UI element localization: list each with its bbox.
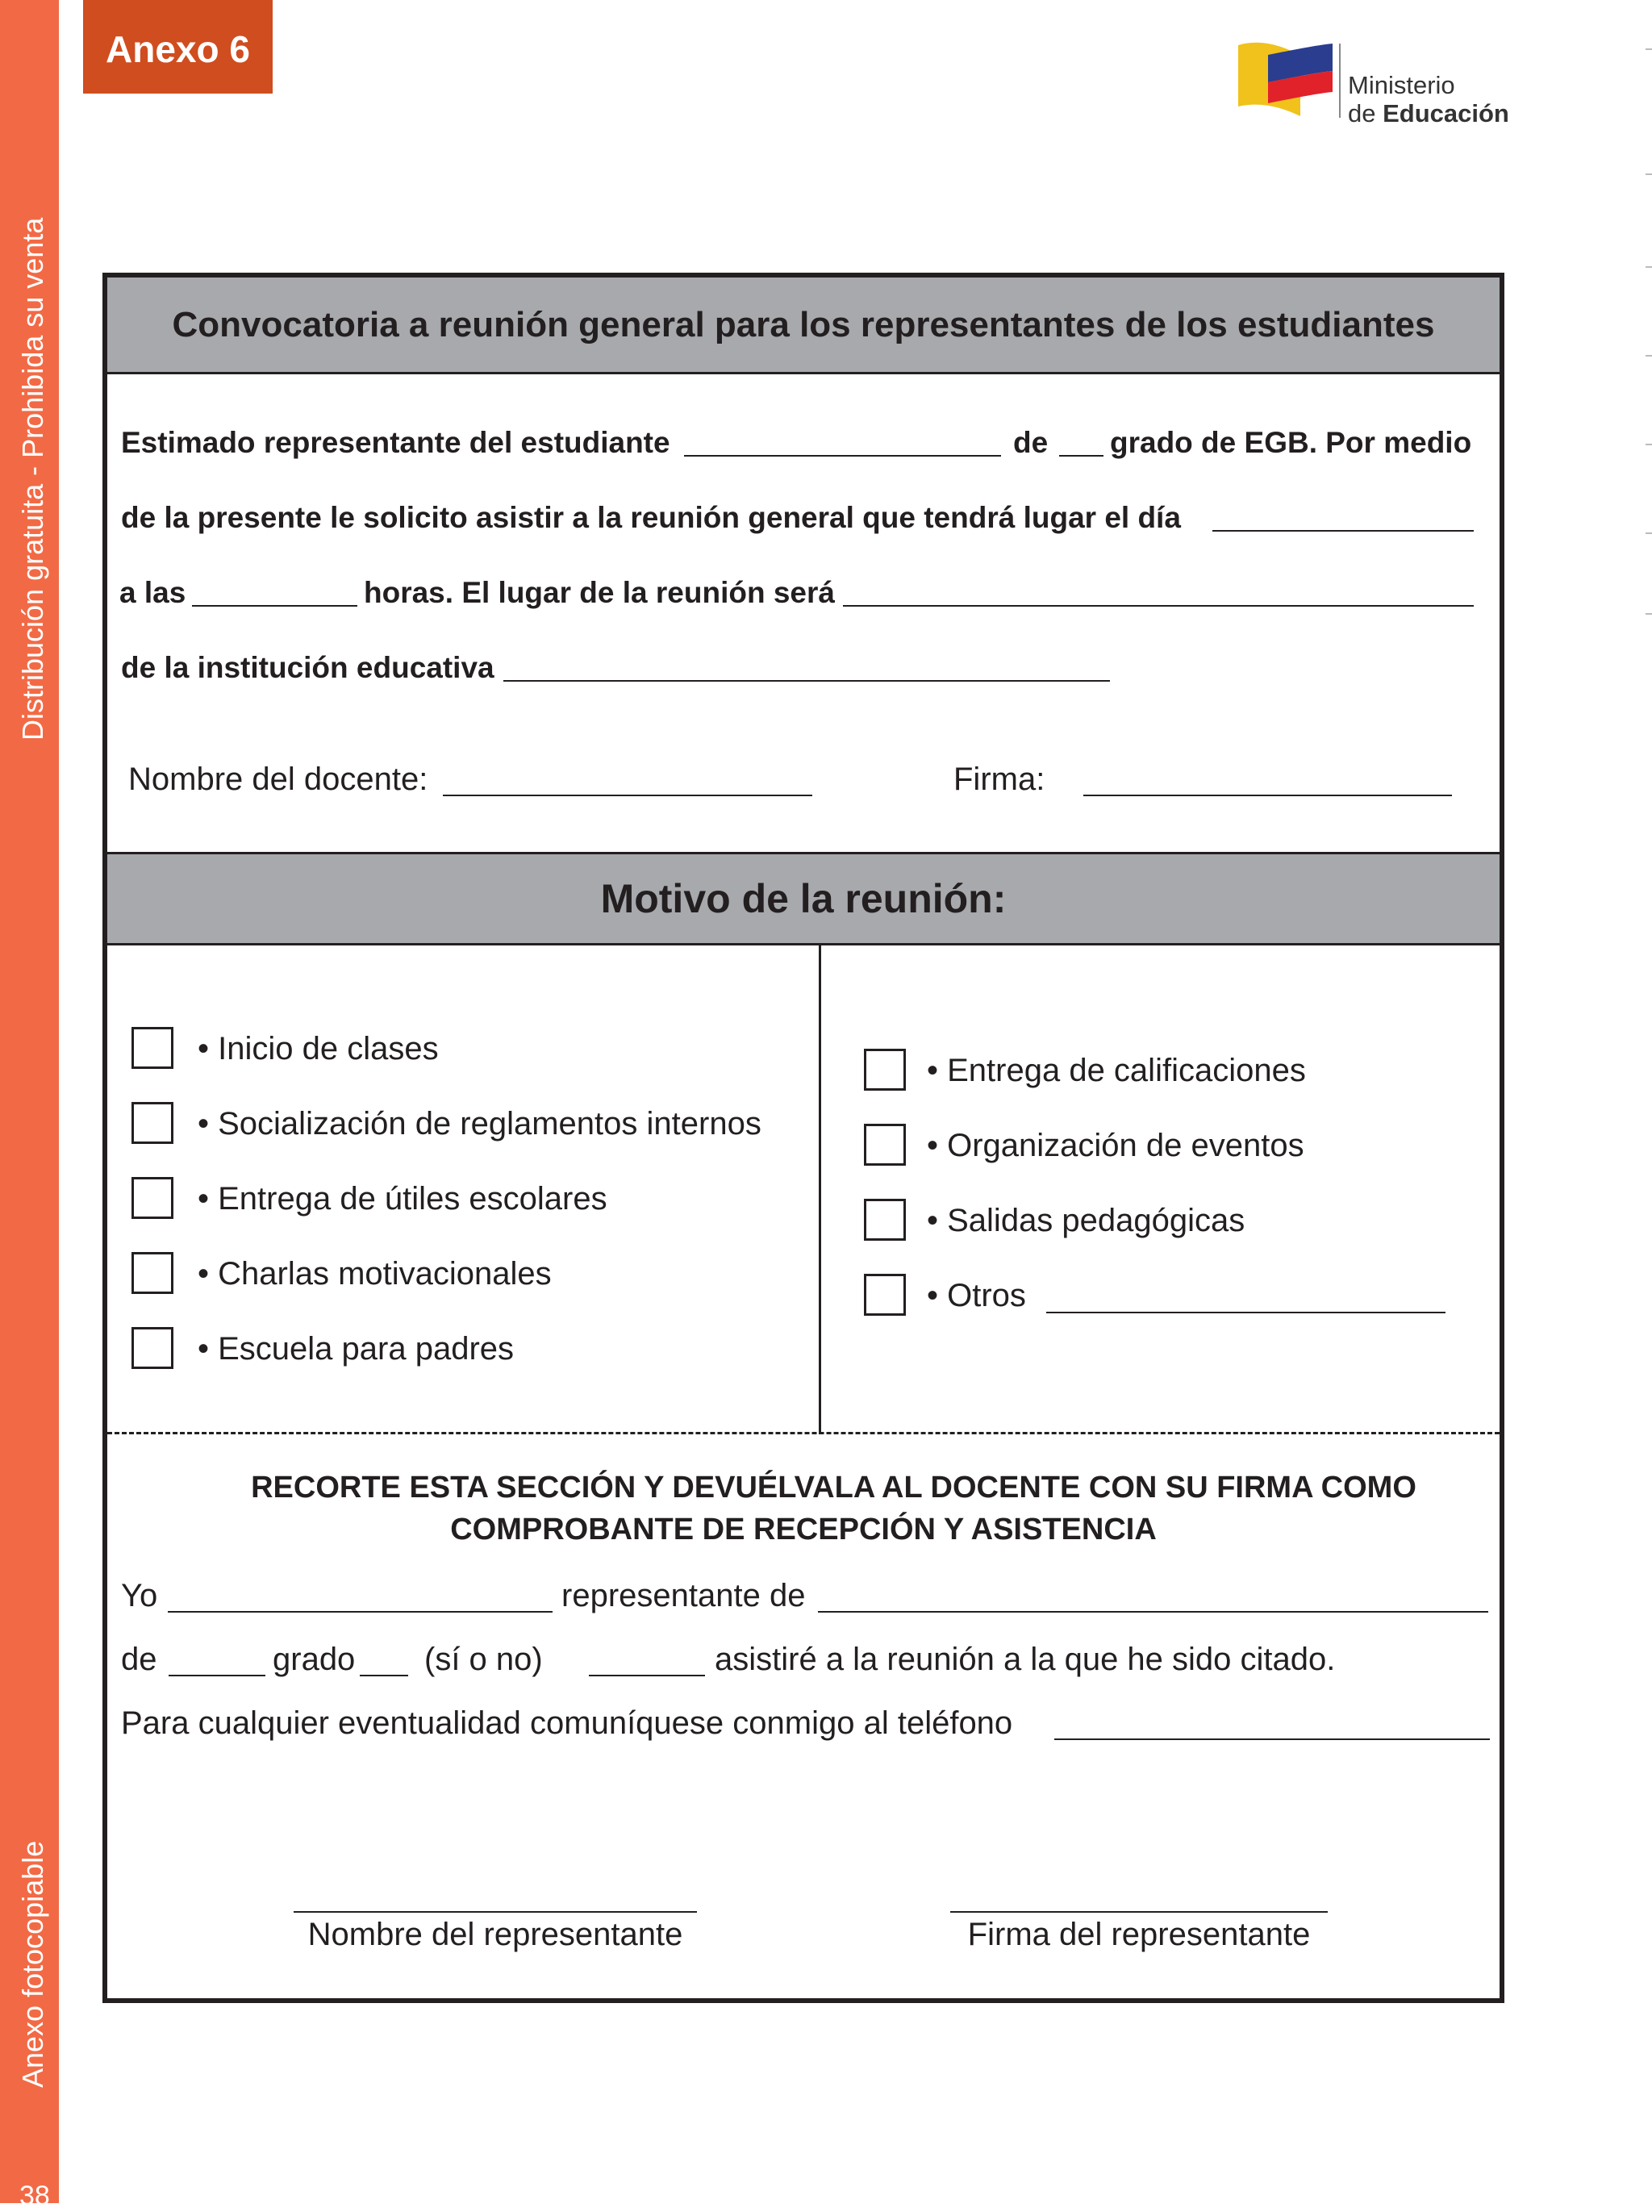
para-line-1c: grado de EGB. Por medio (1110, 426, 1472, 459)
para-line-2: de la presente le solicito asistir a la reunión general que tendrá lugar el día (121, 501, 1181, 534)
rep-name-label: Nombre del representante (307, 1917, 683, 1952)
option-start-of-classes: • Inicio de clases (198, 1031, 439, 1066)
ministry-logo-text (1348, 71, 1509, 127)
checkbox-parent-school[interactable] (131, 1327, 173, 1369)
side-text-distribution: Distribución gratuita - Prohibida su venta (16, 217, 49, 741)
column-divider (819, 945, 821, 1434)
teacher-signature-label: Firma: (953, 762, 1045, 797)
student-name-blank[interactable] (684, 455, 1001, 457)
checkbox-field-trips[interactable] (864, 1199, 906, 1241)
slip-student-blank[interactable] (818, 1611, 1488, 1613)
cut-notice-line-1: RECORTE ESTA SECCIÓN Y DEVUÉLVALA AL DOCENTE CON SU FIRMA COMO (251, 1471, 1416, 1505)
slip-line-1b: representante de (561, 1578, 806, 1613)
meeting-form (102, 273, 1504, 2003)
para-line-3b: horas. El lugar de la reunión será (364, 576, 835, 609)
checkbox-motivational-talks[interactable] (131, 1252, 173, 1294)
page-number: 38 (19, 2181, 50, 2211)
slip-phone-blank[interactable] (1054, 1738, 1490, 1740)
option-others: • Otros (927, 1278, 1026, 1313)
meeting-time-blank[interactable] (192, 605, 357, 607)
slip-line-2d: asistiré a la reunión a la que he sido citado. (715, 1642, 1336, 1677)
rep-signature-label: Firma del representante (967, 1917, 1311, 1952)
cut-line (107, 1432, 1500, 1434)
institution-blank[interactable] (503, 680, 1110, 682)
annex-tab: Anexo 6 (83, 0, 273, 94)
teacher-signature-blank[interactable] (1083, 795, 1452, 796)
crop-mark (1646, 173, 1652, 175)
crop-mark (1646, 444, 1652, 445)
crop-mark (1646, 613, 1652, 615)
checkbox-others[interactable] (864, 1274, 906, 1316)
rep-signature-line[interactable] (950, 1911, 1328, 1913)
cut-notice-line-2: COMPROBANTE DE RECEPCIÓN Y ASISTENCIA (450, 1513, 1157, 1546)
para-line-4: de la institución educativa (121, 651, 494, 684)
slip-name-blank[interactable] (168, 1611, 553, 1613)
slip-line-3: Para cualquier eventualidad comuníquese conmigo al teléfono (121, 1705, 1013, 1741)
crop-mark (1646, 266, 1652, 268)
crop-mark (1646, 532, 1652, 534)
logo-line-2: de Educación (1348, 99, 1509, 127)
slip-line-1a: Yo (121, 1578, 158, 1613)
slip-grade-blank-2[interactable] (360, 1675, 408, 1676)
grade-blank[interactable] (1059, 455, 1103, 457)
para-line-1b: de (1013, 426, 1049, 459)
option-event-organization: • Organización de eventos (927, 1128, 1304, 1163)
slip-line-2a: de (121, 1642, 157, 1677)
checkbox-event-organization[interactable] (864, 1124, 906, 1166)
option-parent-school: • Escuela para padres (198, 1331, 515, 1367)
option-grade-delivery: • Entrega de calificaciones (927, 1053, 1306, 1088)
crop-mark (1646, 48, 1652, 50)
checkbox-grade-delivery[interactable] (864, 1049, 906, 1091)
form-title: Convocatoria a reunión general para los representantes de los estudiantes (107, 278, 1500, 374)
slip-line-2c: (sí o no) (424, 1642, 543, 1677)
cut-notice (107, 1467, 1500, 1550)
crop-mark (1646, 355, 1652, 357)
option-field-trips: • Salidas pedagógicas (927, 1203, 1245, 1238)
option-school-supplies: • Entrega de útiles escolares (198, 1181, 607, 1217)
slip-grade-blank[interactable] (169, 1675, 265, 1676)
side-text-annex: Anexo fotocopiable (16, 1840, 49, 2088)
logo-line-1: Ministerio (1348, 71, 1455, 99)
others-blank[interactable] (1046, 1312, 1446, 1313)
para-line-1a: Estimado representante del estudiante (121, 426, 670, 459)
motive-title: Motivo de la reunión: (107, 852, 1500, 945)
checkbox-start-of-classes[interactable] (131, 1027, 173, 1069)
meeting-day-blank[interactable] (1212, 530, 1474, 532)
option-motivational-talks: • Charlas motivacionales (198, 1256, 552, 1292)
para-line-3a: a las (119, 576, 186, 609)
teacher-name-label: Nombre del docente: (128, 762, 428, 797)
option-internal-rules: • Socialización de reglamentos internos (198, 1106, 761, 1141)
slip-attendance-blank[interactable] (589, 1675, 705, 1676)
meeting-place-blank[interactable] (843, 605, 1474, 607)
rep-name-line[interactable] (294, 1911, 697, 1913)
checkbox-school-supplies[interactable] (131, 1177, 173, 1219)
slip-line-2b: grado (273, 1642, 356, 1677)
teacher-name-blank[interactable] (443, 795, 812, 796)
checkbox-internal-rules[interactable] (131, 1102, 173, 1144)
